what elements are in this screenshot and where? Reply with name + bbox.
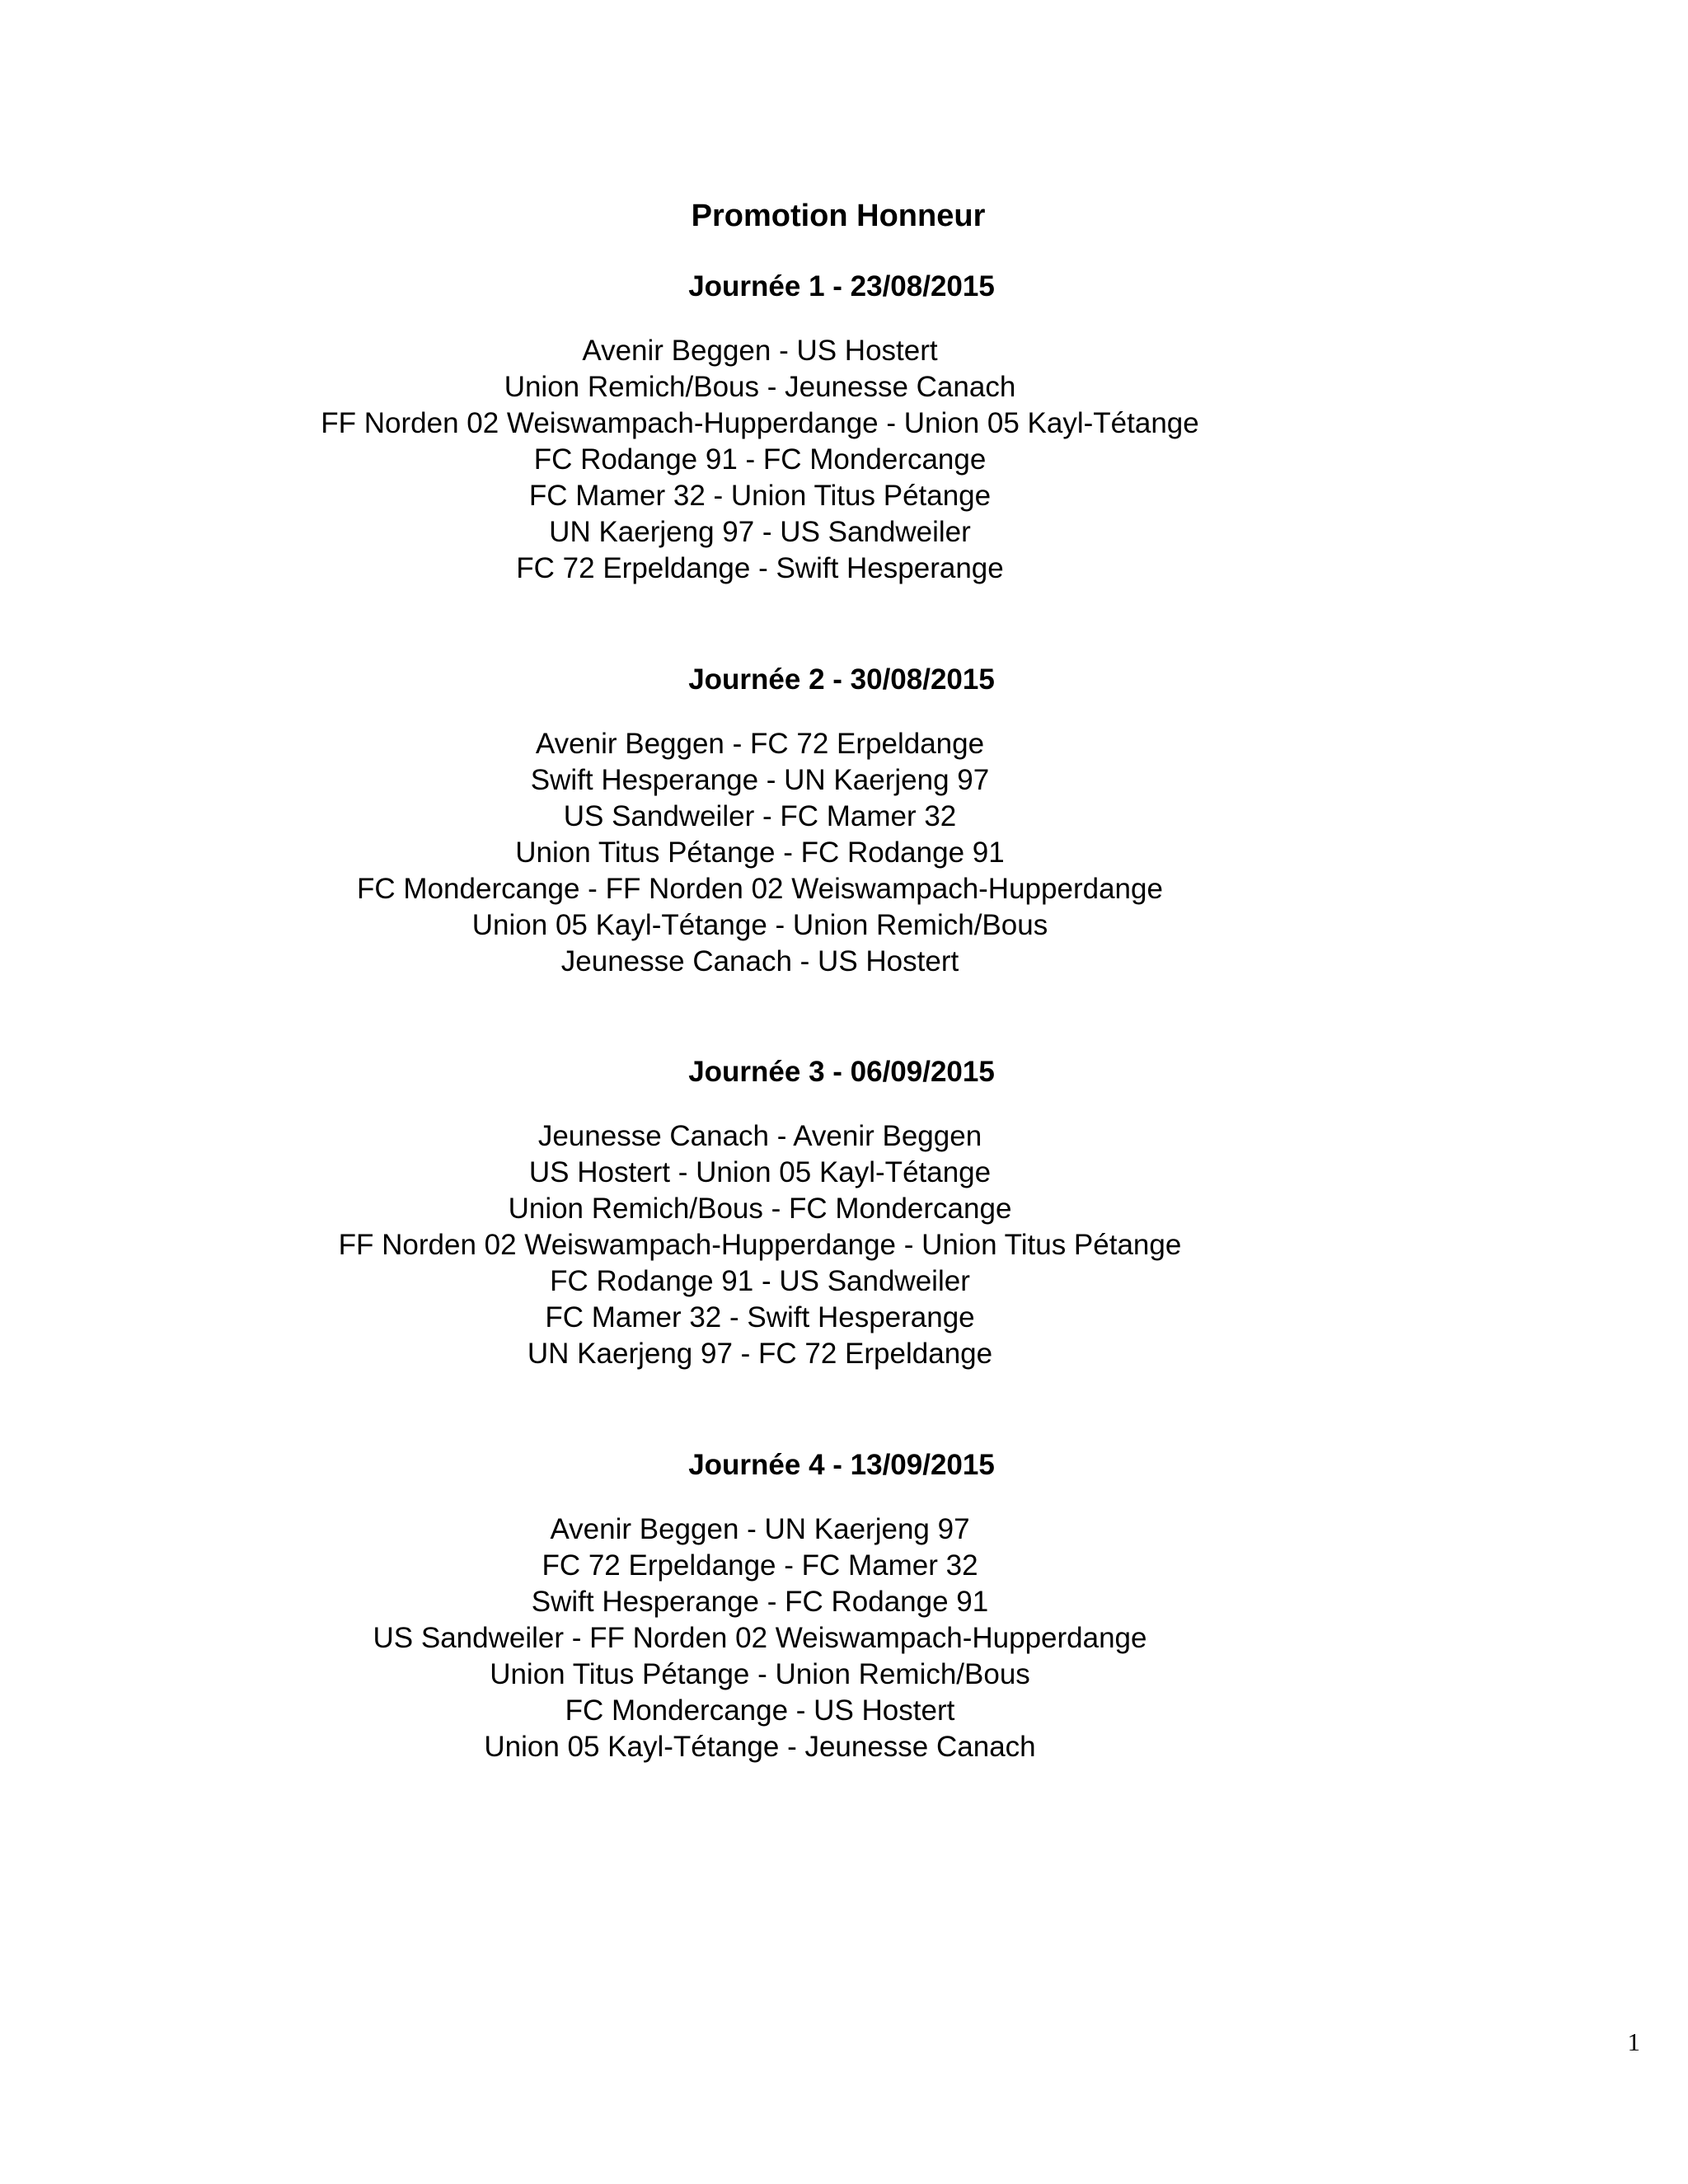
match-item: Avenir Beggen - US Hostert	[582, 335, 938, 367]
match-item: Union Remich/Bous - FC Mondercange	[508, 1193, 1012, 1225]
match-item: FC 72 Erpeldange - Swift Hesperange	[516, 552, 1004, 584]
match-item: Swift Hesperange - UN Kaerjeng 97	[530, 764, 990, 796]
match-item: Jeunesse Canach - US Hostert	[560, 945, 959, 977]
document-title	[0, 192, 1688, 240]
match-item: US Sandweiler - FF Norden 02 Weiswampach-Hupperdange	[373, 1622, 1147, 1654]
round-heading: Journée 3 - 06/09/2015	[688, 1056, 995, 1088]
round-4	[0, 1442, 1688, 1765]
match-item: Union Titus Pétange - Union Remich/Bous	[490, 1658, 1030, 1690]
match-item: Union Titus Pétange - FC Rodange 91	[515, 837, 1005, 869]
round-2	[0, 657, 1688, 980]
match-item: FF Norden 02 Weiswampach-Hupperdange - Union 05 Kayl-Tétange	[321, 407, 1199, 439]
round-3	[0, 1049, 1688, 1372]
match-list	[0, 1118, 1688, 1372]
match-item: Swift Hesperange - FC Rodange 91	[531, 1586, 989, 1618]
match-item: Avenir Beggen - FC 72 Erpeldange	[535, 728, 985, 760]
document-title-text: Promotion Honneur	[691, 199, 986, 233]
match-item: US Sandweiler - FC Mamer 32	[563, 800, 957, 832]
match-item: FC Mamer 32 - Swift Hesperange	[545, 1301, 975, 1333]
match-item: Avenir Beggen - UN Kaerjeng 97	[550, 1513, 970, 1545]
match-list	[0, 1511, 1688, 1765]
match-item: FC Mondercange - FF Norden 02 Weiswampach-Hupperdange	[357, 873, 1163, 905]
match-item: FF Norden 02 Weiswampach-Hupperdange - Union Titus Pétange	[338, 1229, 1182, 1261]
match-item: Union Remich/Bous - Jeunesse Canach	[504, 371, 1016, 403]
round-1	[0, 264, 1688, 587]
round-heading: Journée 1 - 23/08/2015	[688, 270, 995, 302]
match-item: Union 05 Kayl-Tétange - Jeunesse Canach	[484, 1731, 1036, 1763]
round-heading: Journée 4 - 13/09/2015	[688, 1449, 995, 1481]
match-item: US Hostert - Union 05 Kayl-Tétange	[528, 1156, 992, 1188]
match-item: FC Rodange 91 - FC Mondercange	[533, 443, 987, 476]
round-heading: Journée 2 - 30/08/2015	[688, 663, 995, 696]
match-list	[0, 726, 1688, 980]
match-item: FC 72 Erpeldange - FC Mamer 32	[542, 1549, 978, 1582]
match-item: FC Mondercange - US Hostert	[565, 1694, 955, 1727]
match-item: FC Rodange 91 - US Sandweiler	[550, 1265, 970, 1297]
match-item: UN Kaerjeng 97 - FC 72 Erpeldange	[527, 1338, 993, 1370]
match-item: Jeunesse Canach - Avenir Beggen	[537, 1120, 982, 1152]
match-list	[0, 333, 1688, 587]
match-item: Union 05 Kayl-Tétange - Union Remich/Bous	[471, 909, 1048, 941]
page-number: 1	[1627, 2027, 1640, 2056]
match-item: UN Kaerjeng 97 - US Sandweiler	[549, 516, 971, 548]
match-item: FC Mamer 32 - Union Titus Pétange	[528, 480, 992, 512]
